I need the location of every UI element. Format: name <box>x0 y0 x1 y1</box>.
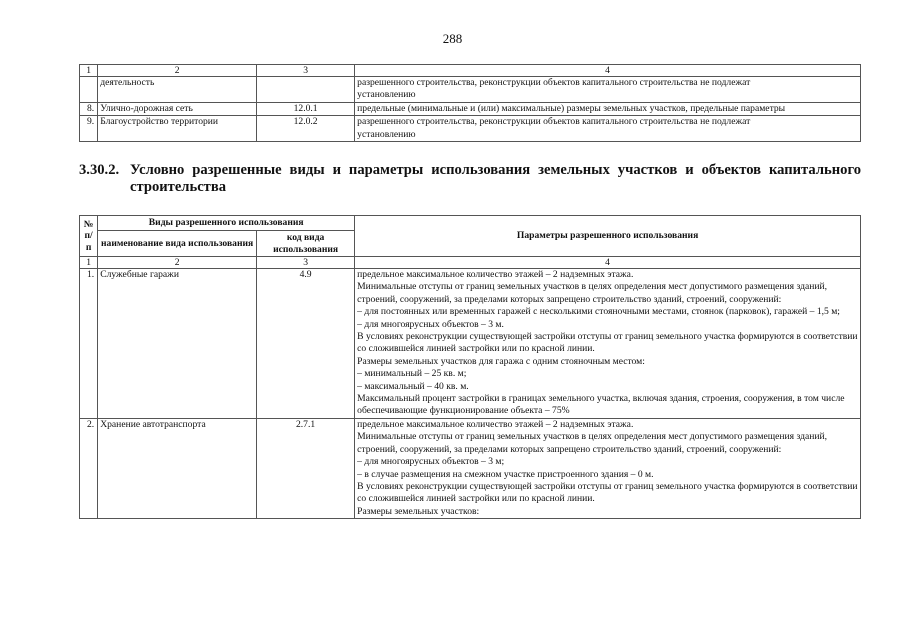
row-number: 2. <box>80 418 98 518</box>
parameter-line: – для постоянных или временных гаражей с несколькими стояночными местами, стоянок (парковок), гаражей – 1,5 м; <box>357 306 840 318</box>
column-index: 1 <box>80 257 98 269</box>
parameter-line: разрешенного строительства, реконструкции объектов капитального строительства не подлежат <box>357 77 751 88</box>
table-header-row <box>80 216 861 231</box>
section-heading <box>79 162 861 196</box>
use-code: 4.9 <box>257 269 355 419</box>
use-parameters <box>355 418 861 518</box>
row-number: 1. <box>80 269 98 419</box>
header-use-name: наименование вида использования <box>98 231 257 257</box>
conditional-uses-table <box>79 215 861 519</box>
parameter-line: Минимальные отступы от границ земельных участков в целях определения мест допустимого размещения зданий, строений, сооружений, за пределами которых запрещено строительство зданий, строений, сооружений: <box>357 431 828 455</box>
parameter-line: предельное максимальное количество этажей – 2 надземных этажа. <box>357 269 634 280</box>
column-index-row <box>80 65 861 77</box>
column-index: 2 <box>98 65 257 77</box>
section-number: 3.30.2. <box>79 162 120 178</box>
parameter-line: предельные (минимальные и (или) максимальные) размеры земельных участков, предельные параметры <box>357 102 786 114</box>
column-index-row <box>80 257 861 269</box>
parameter-line: Максимальный процент застройки в границах земельного участка, включая здания, строения, сооружения, в том числе обеспечивающие функционирование объекта – 75% <box>357 393 845 417</box>
table-row <box>80 418 861 518</box>
column-index: 4 <box>355 65 861 77</box>
column-index: 2 <box>98 257 257 269</box>
use-parameters <box>355 102 861 115</box>
parameter-line: Минимальные отступы от границ земельных участков в целях определения мест допустимого размещения зданий, строений, сооружений, за пределами которых запрещено строительство зданий, строений, сооружений: <box>357 281 828 305</box>
use-code: 2.7.1 <box>257 418 355 518</box>
header-group: Виды разрешенного использования <box>98 216 355 231</box>
parameter-line: – максимальный – 40 кв. м. <box>357 380 469 392</box>
use-name: Улично-дорожная сеть <box>98 102 257 115</box>
header-parameters: Параметры разрешенного использования <box>355 216 861 257</box>
parameter-line: – для многоярусных объектов – 3 м. <box>357 318 504 330</box>
use-parameters <box>355 77 861 103</box>
use-code: 12.0.2 <box>257 116 355 142</box>
parameter-line: Размеры земельных участков: <box>357 505 480 517</box>
parameter-line: – для многоярусных объектов – 3 м; <box>357 456 505 468</box>
table-row <box>80 116 861 142</box>
continuation-table <box>79 64 861 142</box>
header-number: № п/п <box>80 216 98 257</box>
section-title: Условно разрешенные виды и параметры использования земельных участков и объектов капитального строительства <box>130 162 861 195</box>
use-code: 12.0.1 <box>257 102 355 115</box>
page-number: 288 <box>442 31 463 46</box>
use-code <box>257 77 355 103</box>
parameter-line: предельное максимальное количество этажей – 2 надземных этажа. <box>357 418 634 430</box>
column-index: 3 <box>257 65 355 77</box>
table-row <box>80 102 861 115</box>
column-index: 3 <box>257 257 355 269</box>
use-name: Хранение автотранспорта <box>98 418 257 518</box>
use-name: Служебные гаражи <box>98 269 257 419</box>
header-use-code: код вида использования <box>257 231 355 257</box>
parameter-line: – минимальный – 25 кв. м; <box>357 368 467 380</box>
use-parameters <box>355 269 861 419</box>
use-parameters <box>355 116 861 142</box>
parameter-line: установлению <box>357 128 416 140</box>
parameter-line: – в случае размещения на смежном участке пристроенного здания – 0 м. <box>357 468 654 480</box>
row-number: 9. <box>80 116 98 142</box>
use-name: деятельность <box>98 77 257 103</box>
column-index: 4 <box>355 257 861 269</box>
table-row <box>80 269 861 419</box>
parameter-line: разрешенного строительства, реконструкции объектов капитального строительства не подлежат <box>357 116 751 128</box>
use-name: Благоустройство территории <box>98 116 257 142</box>
table-row <box>80 77 861 103</box>
row-number: 8. <box>80 102 98 115</box>
column-index: 1 <box>80 65 98 77</box>
parameter-line: В условиях реконструкции существующей застройки отступы от границ земельного участка формируются в соответствии со сложившейся линией застройки или по красной линии. <box>357 331 858 355</box>
parameter-line: Размеры земельных участков для гаража с одним стояночным местом: <box>357 355 645 367</box>
parameter-line: В условиях реконструкции существующей застройки отступы от границ земельного участка формируются в соответствии со сложившейся линией застройки или по красной линии. <box>357 480 858 505</box>
parameter-line: установлению <box>357 89 416 101</box>
row-number <box>80 77 98 103</box>
